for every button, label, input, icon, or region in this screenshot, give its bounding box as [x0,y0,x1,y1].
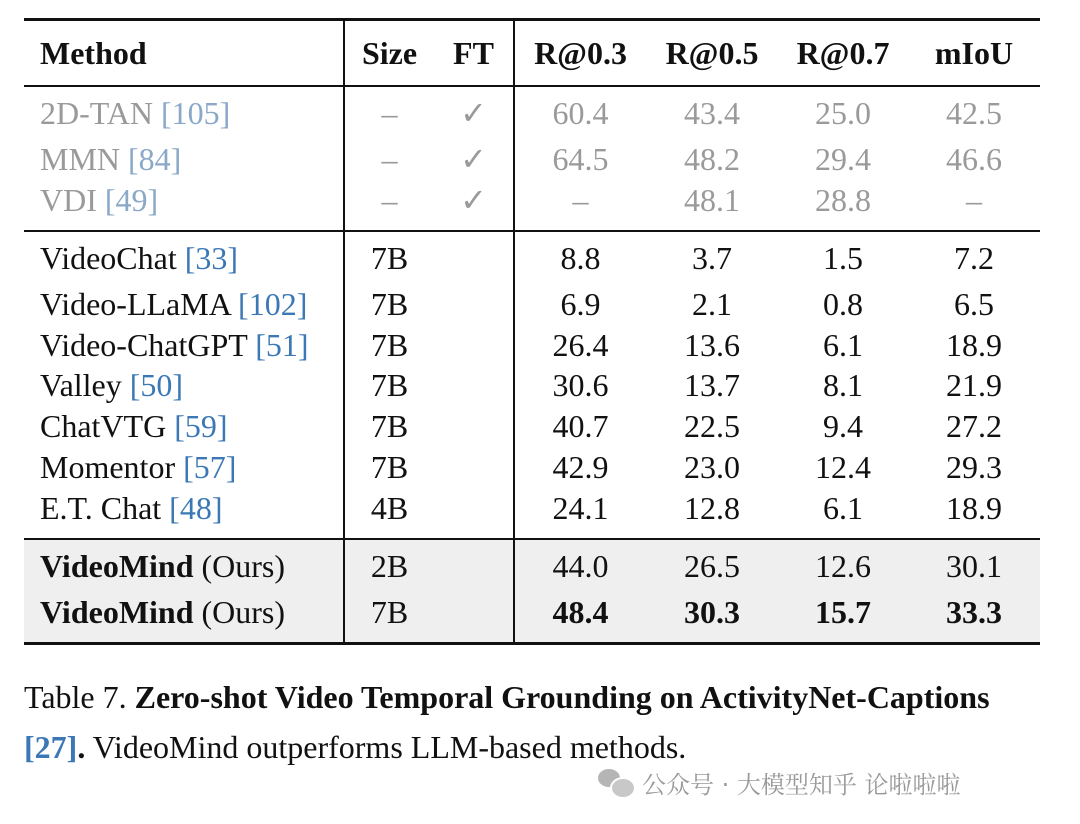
method-cell [24,86,344,139]
method-cell [24,488,344,539]
method-name: Video-LLaMA [40,285,239,322]
size-cell: 7B [370,408,409,445]
caption-title-end: . [77,729,86,765]
citation-link[interactable]: [48] [169,489,223,526]
table-row [24,284,1040,325]
r05-cell: 26.5 [646,539,778,592]
table-row [24,406,1040,447]
header-ft: FT [434,20,514,87]
table-row [24,488,1040,539]
r07-cell: 6.1 [778,488,908,539]
method-name: Video-ChatGPT [40,326,256,363]
size-cell: 7B [370,448,409,485]
method-cell [24,365,344,406]
ft-cell [434,325,514,366]
r07-cell: 9.4 [823,408,863,445]
ft-cell [434,231,514,284]
caption-label: Table 7. [24,679,135,715]
header-r03: R@0.3 [514,20,646,87]
miou-cell: 33.3 [908,592,1040,644]
miou-cell: 7.2 [954,239,994,276]
r07-cell: 8.1 [823,367,863,404]
method-name: VDI [40,181,105,218]
miou-cell: 27.2 [946,408,1002,445]
ft-cell [434,406,514,447]
citation-link[interactable]: [50] [129,367,184,404]
ft-cell [434,284,514,325]
table-row [24,447,1040,488]
r03-cell: 44.0 [514,539,646,592]
method-cell [24,231,344,284]
table-row [24,180,1040,231]
size-cell: 7B [370,326,409,363]
citation-link[interactable]: [84] [128,141,182,177]
method-name: VideoMind [40,593,194,630]
results-table-container [24,18,1040,645]
r03-cell: 26.4 [552,326,609,363]
r07-cell: 29.4 [815,141,871,177]
caption-citation-link[interactable]: [27] [24,729,78,765]
results-table [24,18,1040,645]
method-cell [24,284,344,325]
citation-link[interactable]: [105] [160,95,231,131]
wechat-icon [598,767,634,797]
r05-cell: 13.7 [684,367,740,404]
table-header-row [24,20,1040,87]
ft-cell [434,539,514,592]
r03-cell: 40.7 [552,408,609,445]
miou-cell: 18.9 [908,488,1040,539]
miou-cell: 29.3 [946,448,1002,485]
r03-cell: 64.5 [552,141,609,177]
method-name: VideoChat [40,239,185,276]
method-name: 2D-TAN [40,95,161,131]
watermark [598,760,961,804]
r07-cell: 25.0 [815,95,871,131]
size-cell: 4B [344,488,434,539]
r07-cell: 0.8 [823,285,863,322]
size-cell: – [344,180,434,231]
header-r05: R@0.5 [646,20,778,87]
r05-cell: 48.2 [684,141,740,177]
r07-cell: 12.4 [815,448,871,485]
r07-cell: 28.8 [778,180,908,231]
llm-group [24,231,1040,539]
ours-group [24,539,1040,644]
table-row [24,231,1040,284]
caption-text: VideoMind outperforms LLM-based methods. [85,729,687,765]
miou-cell: 21.9 [946,367,1002,404]
size-cell: – [381,95,398,131]
r05-cell: 3.7 [692,239,732,276]
r03-cell: 60.4 [552,95,609,131]
miou-cell: – [908,180,1040,231]
method-cell [24,447,344,488]
miou-cell: 30.1 [908,539,1040,592]
r03-cell: 48.4 [514,592,646,644]
r07-cell: 6.1 [823,326,863,363]
method-suffix: (Ours) [193,547,286,584]
citation-link[interactable]: [59] [174,408,228,445]
r03-cell: 6.9 [560,285,601,322]
method-suffix: (Ours) [193,593,286,630]
table-row [24,139,1040,180]
size-cell: 7B [370,367,409,404]
table-row [24,592,1040,644]
r03-cell: – [514,180,646,231]
method-cell [24,139,344,180]
r05-cell: 13.6 [684,326,740,363]
header-r07: R@0.7 [778,20,908,87]
r05-cell: 30.3 [646,592,778,644]
citation-link[interactable]: [51] [255,326,309,363]
method-cell [24,180,344,231]
r05-cell: 22.5 [684,408,740,445]
header-method: Method [24,20,344,87]
method-cell [24,325,344,366]
method-name: E.T. Chat [40,489,170,526]
ft-check-icon: ✓ [434,139,514,180]
ft-check-icon: ✓ [434,180,514,231]
citation-link[interactable]: [57] [183,448,237,485]
table-row [24,325,1040,366]
r03-cell: 8.8 [560,239,601,276]
method-name: MMN [40,141,129,177]
size-cell: 2B [344,539,434,592]
ft-cell [434,592,514,644]
ft-cell [434,365,514,406]
finetuned-group [24,86,1040,231]
size-cell: 7B [370,285,409,322]
table-caption [24,672,1054,772]
method-cell [24,406,344,447]
miou-cell: 42.5 [946,95,1002,131]
method-name: Momentor [40,448,184,485]
r05-cell: 12.8 [646,488,778,539]
ft-cell [434,488,514,539]
miou-cell: 6.5 [954,285,994,322]
watermark-text: 公众号 · 大模型知乎 论啦啦啦 [642,770,961,799]
miou-cell: 46.6 [946,141,1002,177]
r07-cell: 12.6 [778,539,908,592]
size-cell: 7B [344,592,434,644]
size-cell: – [381,141,398,177]
header-miou: mIoU [908,20,1040,87]
citation-link[interactable]: [49] [104,181,159,218]
r05-cell: 2.1 [692,285,732,322]
r05-cell: 43.4 [684,95,740,131]
size-cell: 7B [370,239,409,276]
table-row [24,539,1040,592]
method-cell [24,592,344,644]
r03-cell: 42.9 [552,448,609,485]
r03-cell: 24.1 [514,488,646,539]
method-name: Valley [40,367,130,404]
method-cell [24,539,344,592]
ft-cell [434,447,514,488]
r05-cell: 23.0 [684,448,740,485]
citation-link[interactable]: [102] [238,285,308,322]
table-row [24,86,1040,139]
citation-link[interactable]: [33] [184,239,239,276]
ft-check-icon: ✓ [434,86,514,139]
miou-cell: 18.9 [946,326,1002,363]
caption-title: Zero-shot Video Temporal Grounding on ActivityNet-Captions [134,679,990,715]
method-name: VideoMind [40,547,194,584]
table-row [24,365,1040,406]
header-size: Size [344,20,434,87]
r07-cell: 1.5 [823,239,863,276]
r07-cell: 15.7 [778,592,908,644]
r03-cell: 30.6 [552,367,609,404]
method-name: ChatVTG [40,408,175,445]
r05-cell: 48.1 [646,180,778,231]
